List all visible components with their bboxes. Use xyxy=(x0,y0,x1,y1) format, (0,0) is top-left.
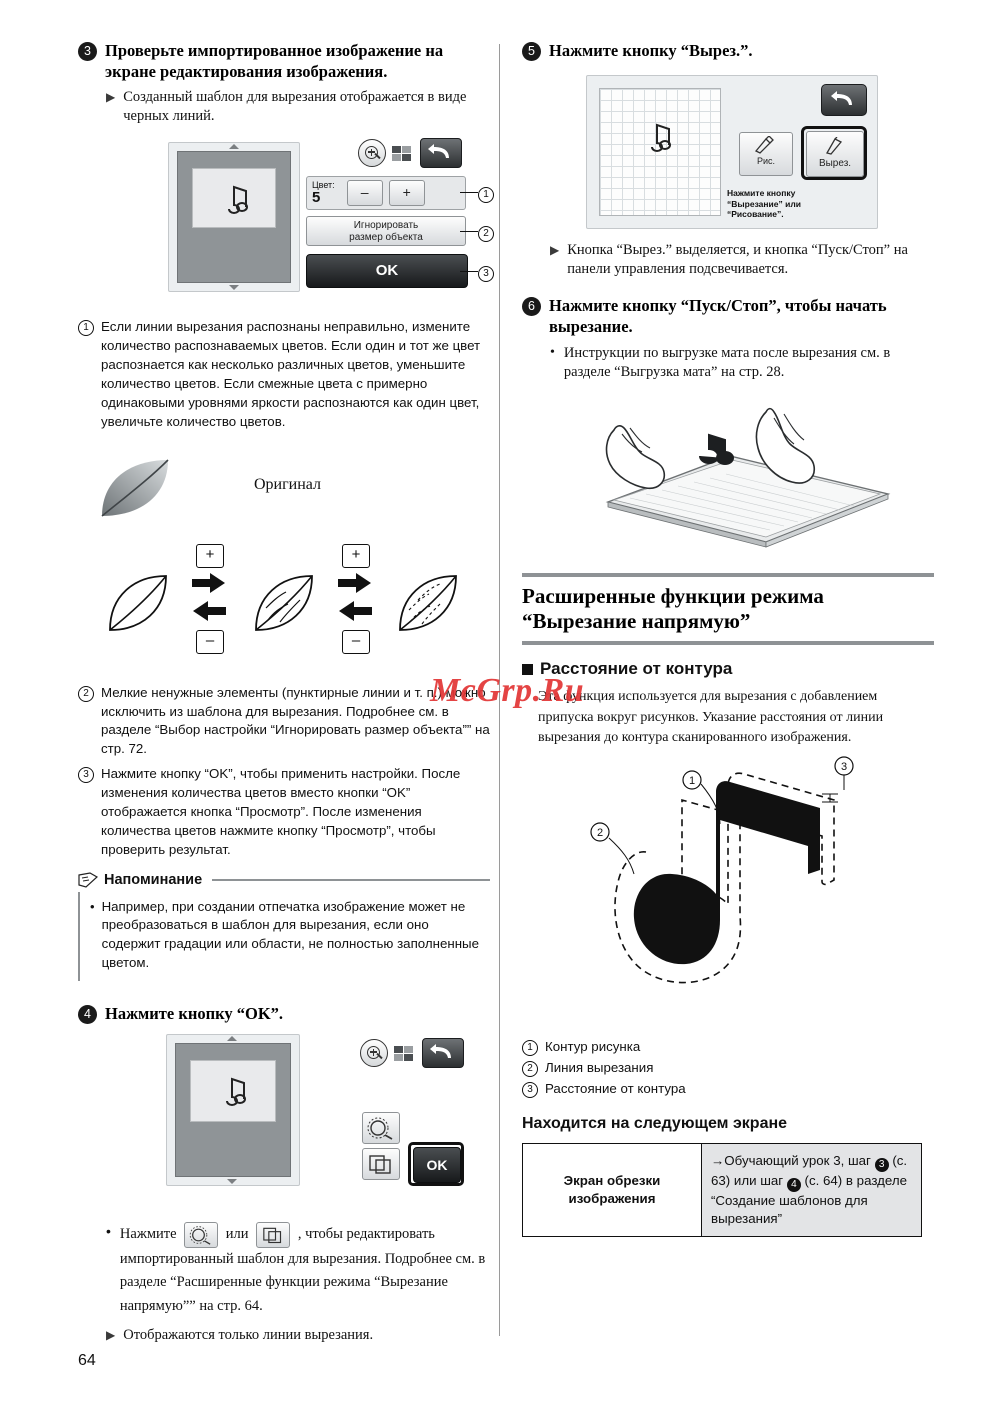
ignore-object-size-line1: Игнорировать xyxy=(353,220,419,232)
note-1-number: 1 xyxy=(78,320,94,336)
screen-2-toolbar xyxy=(360,1038,464,1068)
preview-dark-area xyxy=(177,151,291,283)
after-ok-text xyxy=(120,1222,490,1318)
legend-1-text: Контур рисунка xyxy=(545,1039,641,1055)
callout-2-number: 2 xyxy=(478,226,494,242)
watermark: McGrp.Ru xyxy=(430,672,585,709)
legend-3-text: Расстояние от контура xyxy=(545,1080,686,1096)
mat-removal-illustration xyxy=(522,390,934,555)
step-3 xyxy=(78,40,490,82)
mat-grid-area xyxy=(599,88,721,216)
leaf-comparison-figure xyxy=(78,538,490,668)
reference-step-badge-1: 3 xyxy=(875,1158,889,1172)
pen-icon xyxy=(753,136,779,154)
next-screen-table xyxy=(522,1143,922,1237)
offset-diagram xyxy=(522,754,934,1036)
step-6-number: 6 xyxy=(522,297,541,316)
arrow-bullet-icon-3: ▶ xyxy=(550,243,560,258)
step-3-bullet xyxy=(106,88,490,126)
reference-prefix: →Обучающий урок 3, шаг xyxy=(711,1152,871,1168)
leaf-outline-b-icon xyxy=(250,570,340,638)
subsection-title: Расстояние от контура xyxy=(540,659,733,679)
decrease-colors-button-1: – xyxy=(196,630,224,654)
color-minus-button[interactable]: – xyxy=(347,180,383,206)
svg-text:3: 3 xyxy=(840,761,848,774)
note-3-number: 3 xyxy=(78,767,94,783)
note-2-number: 2 xyxy=(78,686,94,702)
note-2 xyxy=(78,684,490,760)
bullet-dot-icon: • xyxy=(106,1223,111,1240)
arrow-left-icon-2 xyxy=(338,600,372,622)
arrow-bullet-icon-2: ▶ xyxy=(106,1327,116,1342)
step-6-bullet xyxy=(550,344,934,382)
color-value: 5 xyxy=(312,189,321,207)
step-5-title: Нажмите кнопку “Вырез.”. xyxy=(549,41,753,60)
scroll-down-arrow-icon-2 xyxy=(227,1179,237,1184)
color-plus-button[interactable]: + xyxy=(389,180,425,206)
cut-button-highlight xyxy=(801,126,867,180)
legend-item xyxy=(522,1080,934,1099)
page-number: 64 xyxy=(78,1352,96,1369)
color-label-group xyxy=(312,181,335,206)
music-note-icon-3 xyxy=(638,117,678,157)
step-3-title: Проверьте импортированное изображение на экране редактирования изображения. xyxy=(105,41,444,82)
reference-step-badge-2: 4 xyxy=(787,1178,801,1192)
next-screen-heading: Находится на следующем экране xyxy=(522,1114,788,1132)
after-ok-instruction xyxy=(106,1222,490,1318)
ignore-object-size-button[interactable] xyxy=(306,216,466,246)
step-3-number: 3 xyxy=(78,42,97,61)
press-word: Нажмите xyxy=(119,1226,177,1243)
ignore-object-size-line2: размер объекта xyxy=(349,231,423,243)
table-cell-screen-name xyxy=(523,1143,702,1236)
svg-text:1: 1 xyxy=(688,775,696,788)
zoom-in-icon[interactable] xyxy=(358,139,386,167)
or-word: или xyxy=(225,1226,249,1243)
music-note-icon-2 xyxy=(213,1071,253,1111)
ok-button-highlight xyxy=(408,1142,464,1186)
note-1-text: Если линии вырезания распознаны неправильно, измените количество распознаваемых цветов. Если один и тот же цвет распознается как несколько различных цветов, уменьшите количество цветов. Если смежные цвета с примерно одинаковыми уровнями яркости распознаются как один цвет, увеличьте количество цветов. xyxy=(101,319,481,429)
screen-1-controls xyxy=(306,138,466,288)
section-band-bottom xyxy=(522,641,934,645)
note-offset-diagram-icon xyxy=(522,754,922,1034)
reference-tail: (с. 64) в разделе “Создание шаблонов для вырезания” xyxy=(711,1172,907,1226)
preview-image-box xyxy=(192,168,276,228)
callout-3-number: 3 xyxy=(478,266,494,282)
step-6-bullet-text: Инструкции по выгрузке мата после вырезания см. в разделе “Выгрузка мата” на стр. 28. xyxy=(563,344,891,380)
table-cell-reference xyxy=(702,1143,922,1236)
arrow-right-icon-2 xyxy=(338,572,372,594)
legend-3-number: 3 xyxy=(522,1082,538,1098)
subsection-paragraph: Эта функция используется для вырезания с добавлением припуска вокруг рисунков. Указание расстояния от линии вырезания до контура сканированного изображения. xyxy=(538,689,884,745)
square-bullet-icon xyxy=(522,664,533,675)
legend-2-text: Линия вырезания xyxy=(545,1059,654,1075)
screen-3-hint xyxy=(727,188,801,220)
screen-1-toolbar xyxy=(358,138,466,168)
hands-mat-icon xyxy=(570,390,900,550)
arrow-left-icon-1 xyxy=(192,600,226,622)
leaf-original-icon xyxy=(94,454,204,524)
reminder-text: Например, при создании отпечатка изображение может не преобразоваться в шаблон для вырезания, если оно содержит градации или области, не полностью заполненные цветом. xyxy=(101,898,480,971)
screen-name-line-1: Экран обрезки xyxy=(563,1172,661,1188)
step-5-number: 5 xyxy=(522,42,541,61)
step-3-bullet-text: Созданный шаблон для вырезания отображается в виде черных линий. xyxy=(123,89,467,125)
legend-1-number: 1 xyxy=(522,1040,538,1056)
ok-button[interactable]: OK xyxy=(306,254,468,288)
copy-outline-icon[interactable] xyxy=(362,1148,400,1180)
outline-distance-icon[interactable] xyxy=(362,1112,400,1144)
after-ok-tail: , чтобы редактировать импортированный шаблон для вырезания. Подробнее см. в разделе “Расширенные функции режима “Вырезание напрямую”” на стр. 64. xyxy=(119,1226,486,1314)
screen-1-figure xyxy=(78,138,490,308)
pencil-note-icon xyxy=(78,872,98,888)
step-6 xyxy=(522,295,934,337)
legend-2-number: 2 xyxy=(522,1061,538,1077)
screen-2-figure xyxy=(78,1034,490,1212)
step-4 xyxy=(78,1003,490,1024)
cut-button[interactable] xyxy=(806,131,864,177)
draw-button-label: Рис. xyxy=(756,156,776,167)
outline-distance-icon-inline[interactable] xyxy=(184,1222,218,1248)
scroll-up-arrow-icon xyxy=(229,144,239,149)
step-4-title: Нажмите кнопку “OK”. xyxy=(105,1004,284,1024)
draw-button[interactable] xyxy=(739,132,793,176)
reminder-label: Напоминание xyxy=(104,871,203,888)
reference-middle: (с. 63) или шаг xyxy=(711,1152,908,1188)
note-1 xyxy=(78,318,490,431)
decrease-colors-button-2: – xyxy=(342,630,370,654)
right-column xyxy=(522,40,934,1237)
hint-line-2: “Вырезание” или xyxy=(727,198,801,209)
note-3-text: Нажмите кнопку “OK”, чтобы применить настройки. После изменения количества цветов вместо кнопки “OK” отображается кнопка “Просмотр”. После изменения количества цветов нажмите кнопку “Просмотр”, чтобы проверить результат. xyxy=(101,766,461,857)
increase-colors-button-1: + xyxy=(196,544,224,568)
hint-line-1: Нажмите кнопку xyxy=(727,188,796,199)
column-divider xyxy=(499,44,500,1336)
reminder-header xyxy=(78,872,490,888)
step-5-bullet-text: Кнопка “Вырез.” выделяется, и кнопка “Пуск/Стоп” на панели управления подсвечивается. xyxy=(567,242,908,278)
screen-2-preview xyxy=(166,1034,300,1186)
left-column xyxy=(78,40,490,1345)
back-arrow-icon-2[interactable] xyxy=(422,1038,464,1068)
leaf-outline-c-icon xyxy=(394,570,484,638)
preview-image-box-2 xyxy=(190,1060,276,1122)
arrow-bullet-icon: ▶ xyxy=(106,90,116,105)
blade-icon xyxy=(822,137,848,155)
color-label: Цвет: xyxy=(312,179,335,190)
note-3 xyxy=(78,765,490,859)
cut-button-label: Вырез. xyxy=(818,158,852,170)
section-title-line-2: “Вырезание напрямую” xyxy=(522,609,751,634)
reminder-bullet-icon: • xyxy=(90,898,95,914)
leaf-outline-a-icon xyxy=(104,570,194,638)
subsection-heading xyxy=(522,659,934,679)
screen-1-preview xyxy=(168,142,300,292)
arrow-right-icon-1 xyxy=(192,572,226,594)
original-leaf-figure xyxy=(78,454,490,534)
section-title-line-1: Расширенные функции режима xyxy=(522,583,824,608)
screen-3-figure xyxy=(522,75,934,235)
bullet-dot-icon-2: • xyxy=(550,344,555,360)
color-count-row xyxy=(306,176,466,210)
step-5-bullet xyxy=(550,241,934,279)
layers-icon[interactable] xyxy=(392,143,414,163)
step-6-title: Нажмите кнопку “Пуск/Стоп”, чтобы начать вырезание. xyxy=(549,296,887,337)
reminder-body xyxy=(78,892,490,982)
legend-item xyxy=(522,1059,934,1078)
zoom-in-icon-2[interactable] xyxy=(360,1039,388,1067)
original-caption: Оригинал xyxy=(254,475,322,493)
ok-button-2[interactable]: OK xyxy=(413,1147,461,1183)
increase-colors-button-2: + xyxy=(342,544,370,568)
svg-text:2: 2 xyxy=(596,827,604,840)
scroll-down-arrow-icon xyxy=(229,285,239,290)
screen-name-line-2: изображения xyxy=(568,1190,656,1206)
legend-item xyxy=(522,1038,934,1057)
music-note-icon xyxy=(215,179,255,219)
after-ok-bullet xyxy=(106,1326,490,1345)
back-arrow-icon[interactable] xyxy=(420,138,462,168)
copy-outline-icon-inline[interactable] xyxy=(256,1222,290,1248)
scroll-up-arrow-icon-2 xyxy=(227,1036,237,1041)
reminder-rule xyxy=(212,879,490,881)
table-row xyxy=(523,1143,922,1236)
diagram-legend xyxy=(522,1038,934,1099)
step-4-number: 4 xyxy=(78,1005,97,1024)
preview-dark-area-2 xyxy=(175,1043,291,1177)
back-arrow-icon-3[interactable] xyxy=(821,84,867,116)
step-5 xyxy=(522,40,934,61)
callout-1-number: 1 xyxy=(478,187,494,203)
section-title xyxy=(522,577,934,641)
after-ok-final-text: Отображаются только линии вырезания. xyxy=(123,1326,374,1343)
hint-line-3: “Рисование”. xyxy=(727,209,784,220)
layers-icon-2[interactable] xyxy=(394,1043,416,1063)
screen-3-panel xyxy=(586,75,878,229)
note-2-text: Мелкие ненужные элементы (пунктирные линии и т. п.) можно исключить из шаблона для вырезания. Подробнее см. в разделе “Выбор настройки “Игнорировать размер объекта”” на стр. 72. xyxy=(101,684,490,757)
